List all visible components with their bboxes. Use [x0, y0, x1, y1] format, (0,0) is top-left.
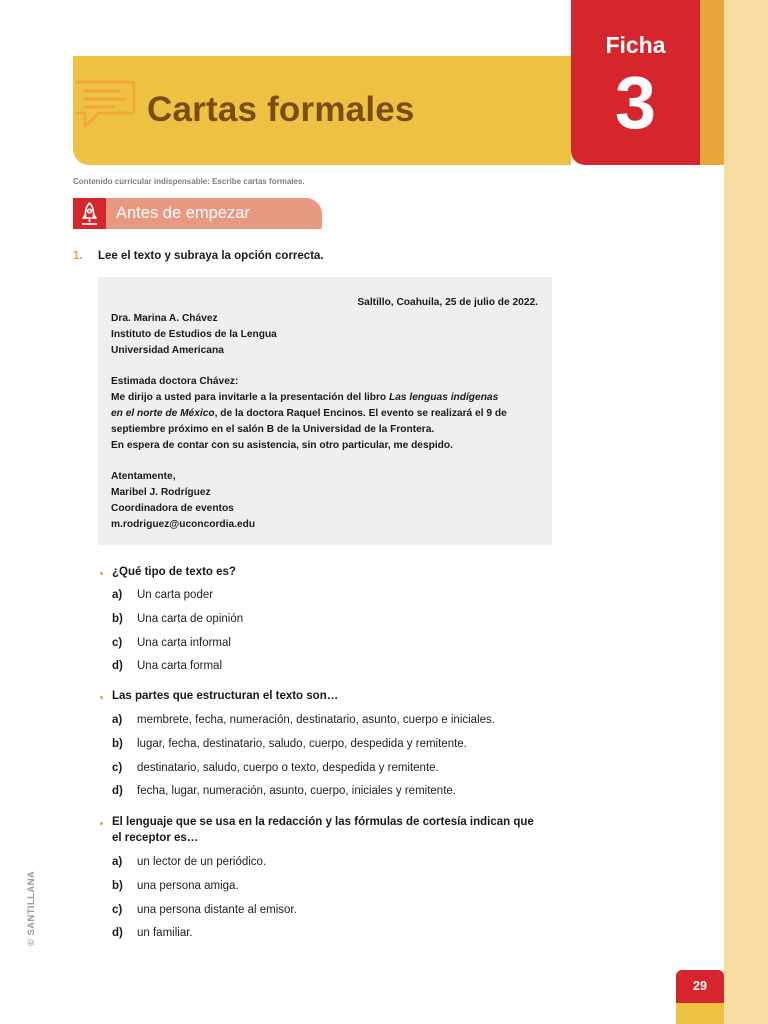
letter-signature-line: Maribel J. Rodríguez [111, 487, 211, 498]
option-letter: c) [112, 904, 123, 916]
page-number: 29 [676, 970, 724, 1003]
ficha-badge [571, 0, 700, 165]
question-prompt: El lenguaje que se usa en la redacción y las fórmulas de cortesía indican que [112, 816, 534, 828]
question-instruction: Lee el texto y subraya la opción correcta. [98, 250, 324, 262]
option-letter: d) [112, 660, 123, 672]
option-letter: a) [112, 714, 123, 726]
option-text[interactable]: Un carta poder [137, 589, 214, 601]
letter-body-line: en el norte de México, de la doctora Raquel Encinos. El evento se realizará el 9 de [111, 408, 507, 419]
option-letter: a) [112, 856, 123, 868]
bullet-icon [100, 572, 103, 575]
letter-box [98, 277, 552, 545]
bullet-icon [100, 822, 103, 825]
option-letter: c) [112, 637, 123, 649]
option-letter: b) [112, 613, 123, 625]
question-prompt: el receptor es… [112, 832, 199, 844]
section-title: Antes de empezar [116, 204, 250, 222]
letter-body-line: En espera de contar con su asistencia, sin otro particular, me despido. [111, 440, 453, 451]
letter-body-line: Me dirijo a usted para invitarle a la presentación del libro Las lenguas indígenas [111, 392, 499, 403]
page-title: Cartas formales [147, 90, 415, 129]
chat-bubble-icon [73, 76, 137, 140]
letter-signature-line: Coordinadora de eventos [111, 503, 234, 514]
option-text[interactable]: Una carta formal [137, 660, 223, 672]
letter-greeting: Estimada doctora Chávez: [111, 376, 239, 387]
option-text[interactable]: un familiar. [137, 927, 193, 939]
letter-recipient-line: Universidad Americana [111, 345, 224, 356]
header-accent-strip [700, 0, 724, 165]
copyright-text: © SANTILLANA [26, 870, 37, 946]
ficha-number: 3 [614, 61, 657, 144]
option-letter: a) [112, 589, 123, 601]
letter-recipient-line: Instituto de Estudios de la Lengua [111, 329, 277, 340]
ficha-label: Ficha [605, 32, 666, 58]
letter-signature-line: m.rodriguez@uconcordia.edu [111, 519, 256, 530]
option-text[interactable]: fecha, lugar, numeración, asunto, cuerpo, iniciales y remitente. [137, 785, 456, 797]
option-text[interactable]: Una carta de opinión [137, 613, 244, 625]
option-text[interactable]: lugar, fecha, destinatario, saludo, cuerpo, despedida y remitente. [137, 738, 467, 750]
option-text[interactable]: membrete, fecha, numeración, destinatario, asunto, cuerpo e iniciales. [137, 714, 495, 726]
bullet-icon [100, 696, 103, 699]
option-letter: b) [112, 880, 123, 892]
option-letter: d) [112, 927, 123, 939]
option-text[interactable]: una persona distante al emisor. [137, 904, 297, 916]
letter-closing: Atentamente, [111, 471, 176, 482]
question-prompt: Las partes que estructuran el texto son… [112, 690, 339, 702]
letter-recipient-line: Dra. Marina A. Chávez [111, 313, 218, 324]
letter-body-line: septiembre próximo en el salón B de la Universidad de la Frontera. [111, 424, 435, 435]
curricular-note: Contenido curricular indispensable: Escribe cartas formales. [73, 177, 305, 186]
option-text[interactable]: destinatario, saludo, cuerpo o texto, despedida y remitente. [137, 762, 439, 774]
question-number: 1. [73, 250, 83, 262]
question-prompt: ¿Qué tipo de texto es? [112, 566, 236, 578]
option-text[interactable]: una persona amiga. [137, 880, 239, 892]
option-letter: b) [112, 738, 123, 750]
option-text[interactable]: Una carta informal [137, 637, 231, 649]
option-text[interactable]: un lector de un periódico. [137, 856, 267, 868]
rocket-icon [73, 198, 106, 229]
right-margin-strip [724, 0, 768, 1024]
option-letter: c) [112, 762, 123, 774]
option-letter: d) [112, 785, 123, 797]
letter-place-date: Saltillo, Coahuila, 25 de julio de 2022. [357, 297, 538, 308]
